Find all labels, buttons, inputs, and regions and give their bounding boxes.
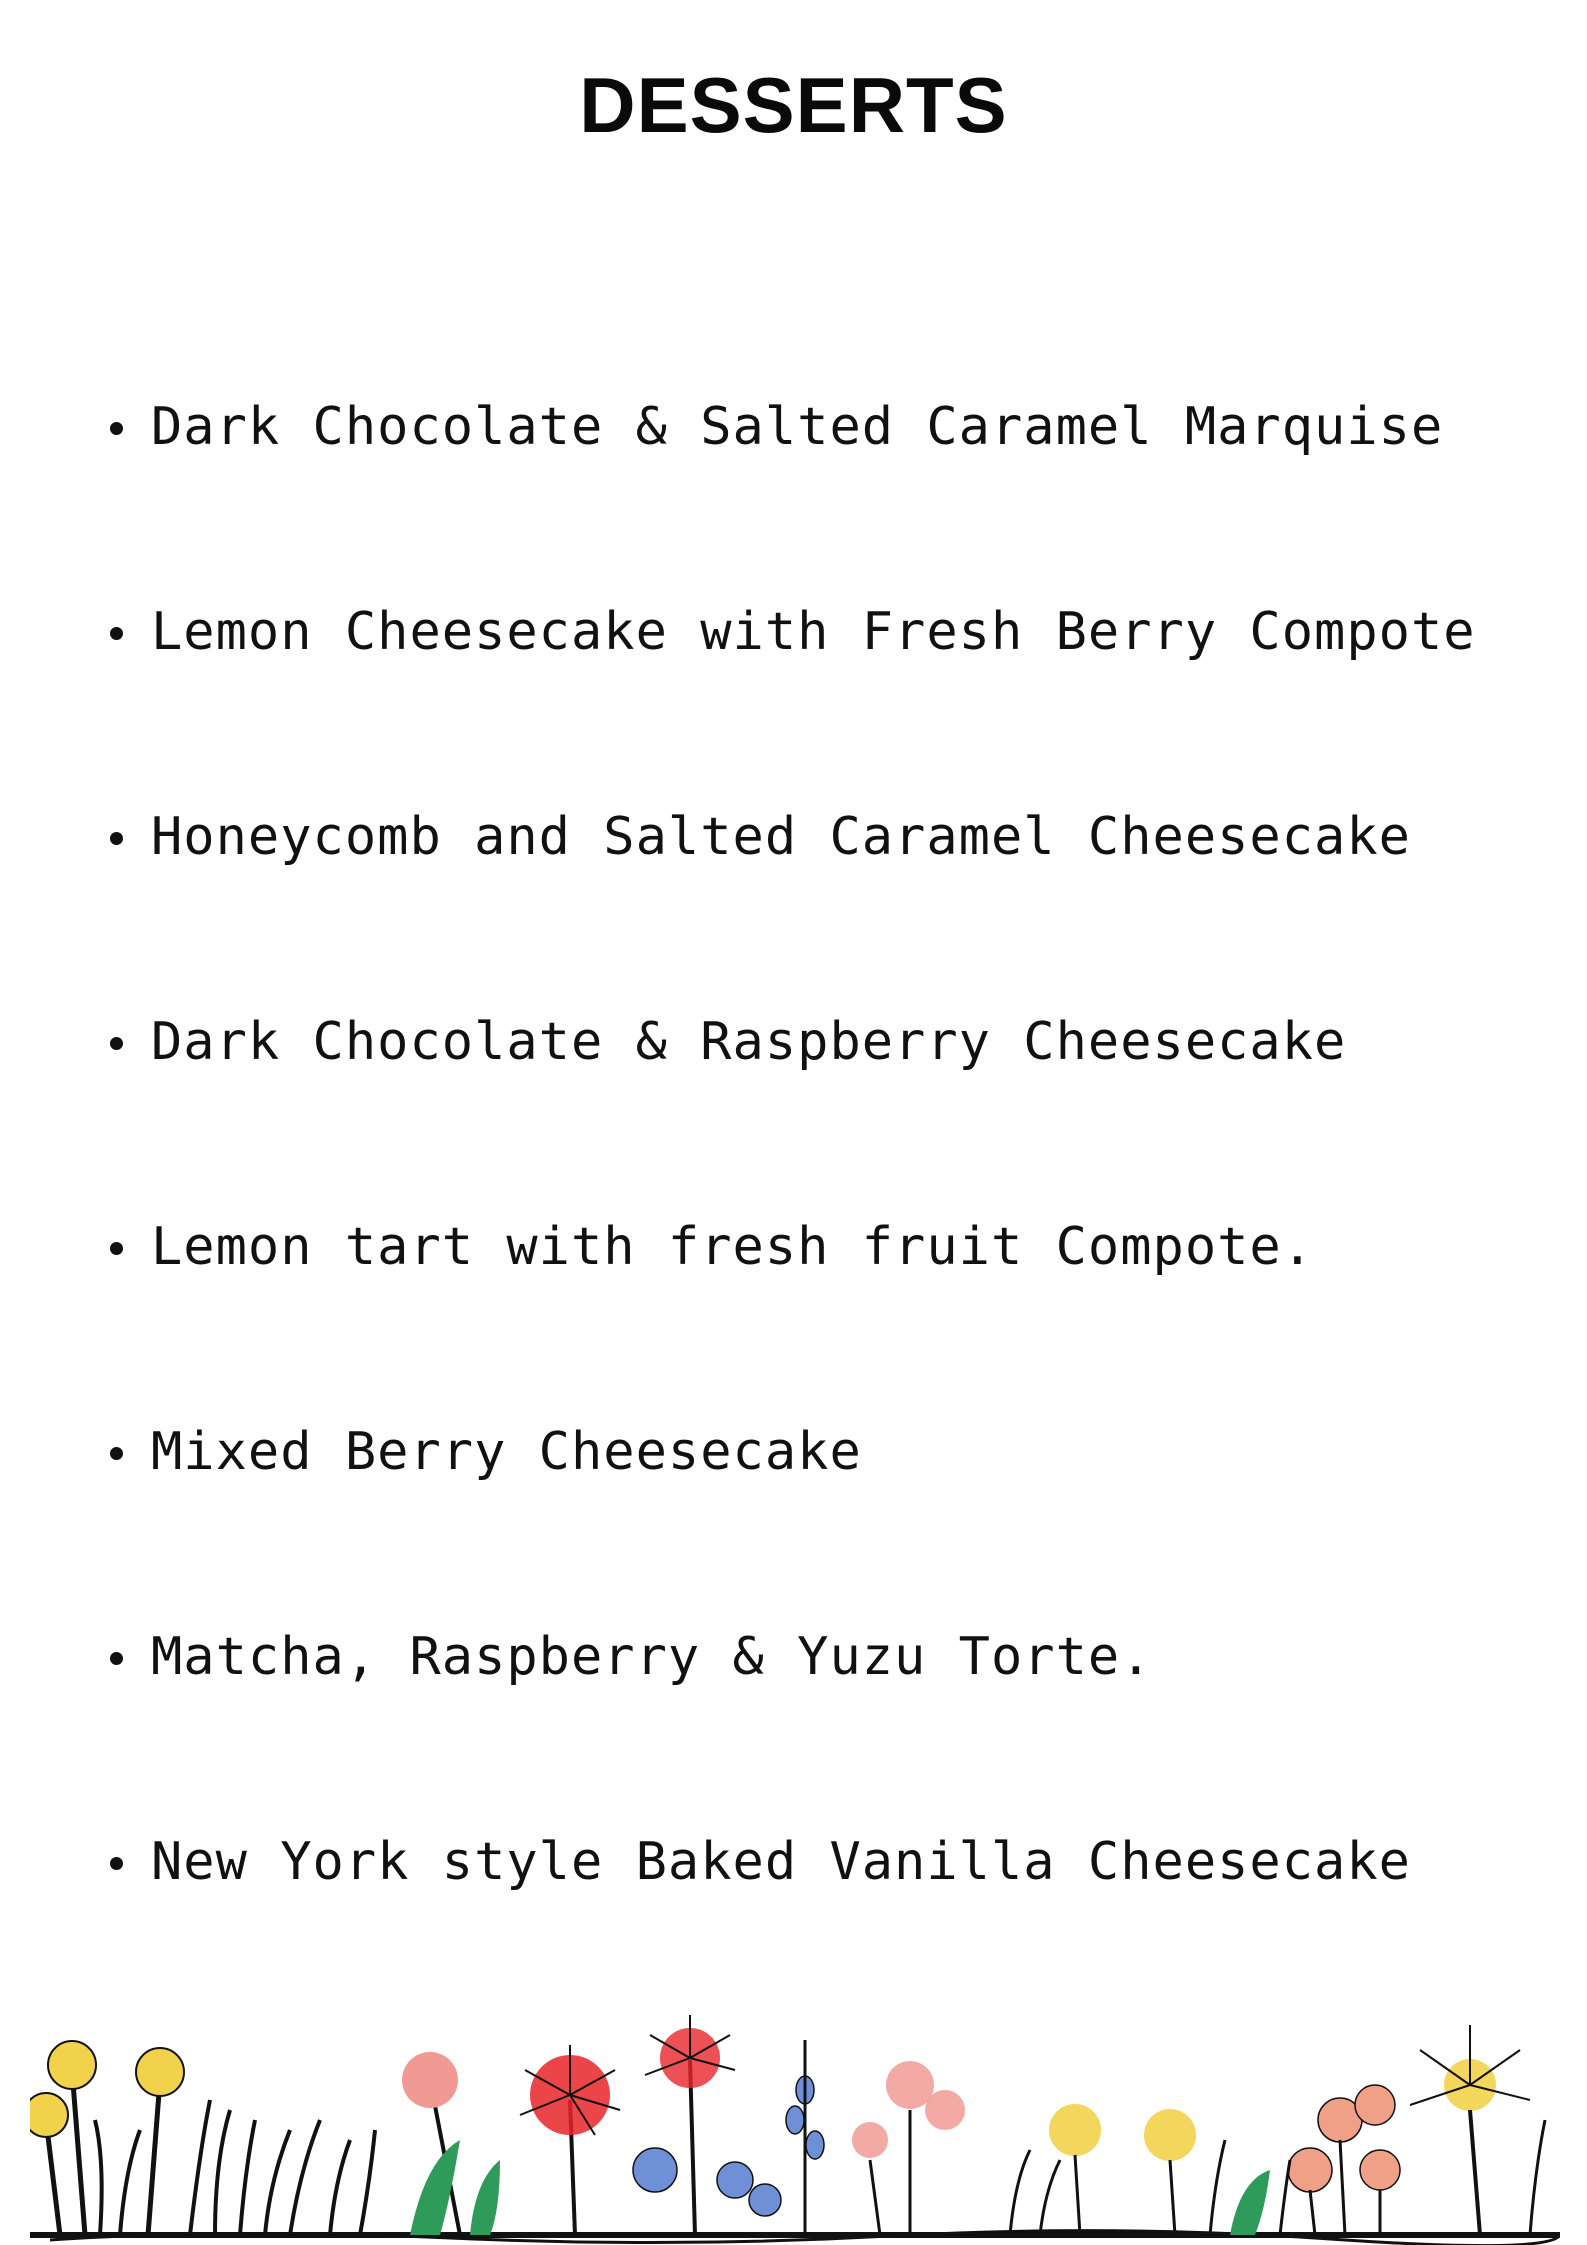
dessert-name: Mixed Berry Cheesecake bbox=[151, 1422, 862, 1482]
yellow-flower-icon bbox=[30, 2041, 184, 2235]
bullet-icon bbox=[110, 422, 123, 435]
list-item bbox=[110, 1620, 1476, 1825]
bullet-icon bbox=[110, 1447, 123, 1460]
bullet-icon bbox=[110, 832, 123, 845]
list-item bbox=[110, 1415, 1476, 1620]
list-item bbox=[110, 800, 1476, 1005]
bullet-icon bbox=[110, 1037, 123, 1050]
orange-flower-icon bbox=[1288, 2085, 1400, 2192]
dessert-name: New York style Baked Vanilla Cheesecake bbox=[151, 1832, 1411, 1892]
dessert-list bbox=[110, 390, 1476, 2030]
yellow-flower-icon bbox=[1049, 2025, 1530, 2235]
dessert-name: Honeycomb and Salted Caramel Cheesecake bbox=[151, 807, 1411, 867]
dessert-name: Matcha, Raspberry & Yuzu Torte. bbox=[151, 1627, 1153, 1687]
list-item bbox=[110, 1210, 1476, 1415]
blue-flower-icon bbox=[633, 2076, 824, 2216]
list-item bbox=[110, 1005, 1476, 1210]
bullet-icon bbox=[110, 1242, 123, 1255]
dessert-name: Dark Chocolate & Salted Caramel Marquise bbox=[151, 397, 1444, 457]
page-title: DESSERTS bbox=[579, 61, 1008, 149]
list-item bbox=[110, 1825, 1476, 2030]
dessert-name: Lemon Cheesecake with Fresh Berry Compote bbox=[151, 602, 1476, 662]
dessert-name: Dark Chocolate & Raspberry Cheesecake bbox=[151, 1012, 1347, 1072]
pink-flower-icon bbox=[852, 2061, 965, 2235]
dandelion-icon bbox=[402, 2015, 735, 2235]
list-item bbox=[110, 390, 1476, 595]
dessert-name: Lemon tart with fresh fruit Compote. bbox=[151, 1217, 1315, 1277]
bullet-icon bbox=[110, 1857, 123, 1870]
list-item bbox=[110, 595, 1476, 800]
wildflower-meadow-illustration-icon bbox=[30, 2010, 1560, 2245]
bullet-icon bbox=[110, 627, 123, 640]
bullet-icon bbox=[110, 1652, 123, 1665]
